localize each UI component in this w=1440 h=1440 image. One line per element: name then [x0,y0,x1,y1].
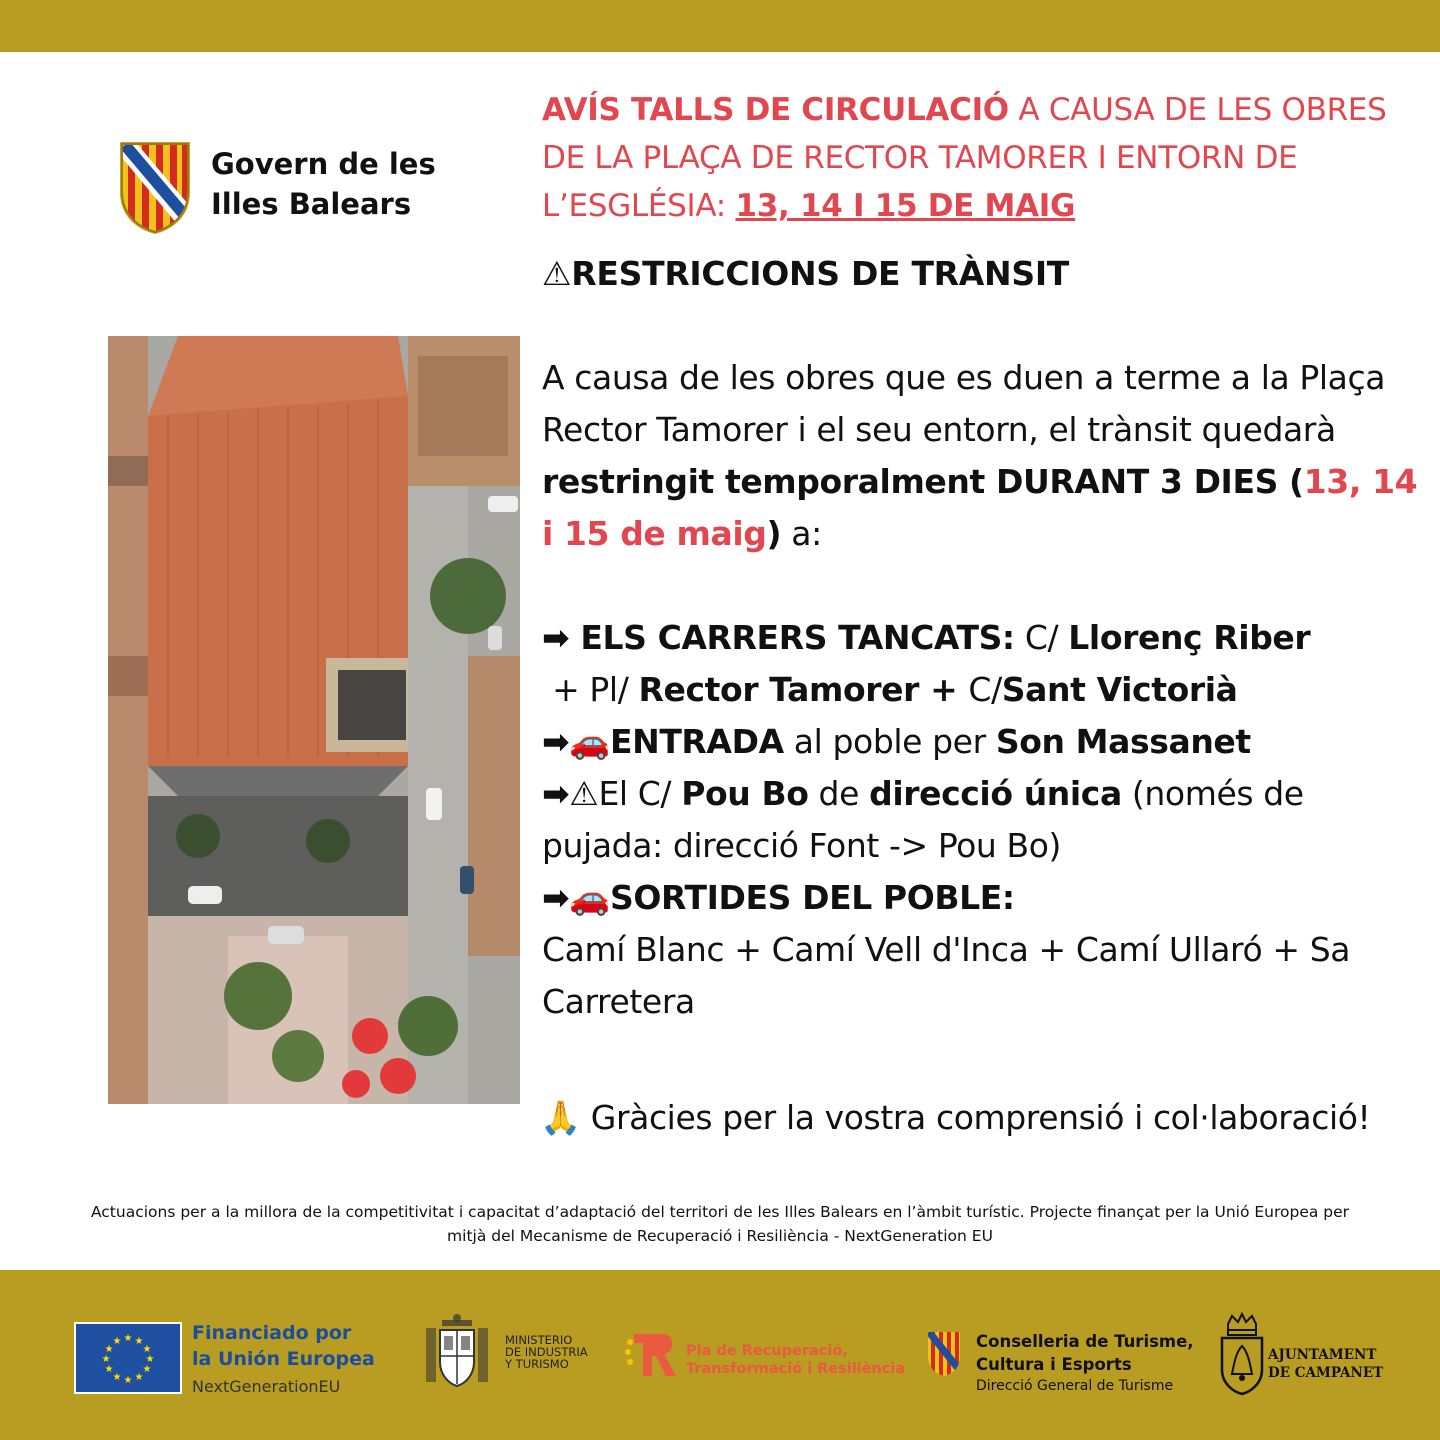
closed-s3: + Pl/ [552,670,639,709]
restrictions-title: ⚠RESTRICCIONS DE TRÀNSIT [542,254,1070,293]
svg-text:★: ★ [112,1336,122,1347]
intro-t2: restringit temporalment DURANT 3 DIES [542,462,1278,501]
eu-line2: la Unión Europea [192,1348,375,1370]
svg-text:★: ★ [134,1372,144,1383]
prtr-logo-icon [624,1330,680,1378]
oneway-s3: de [808,774,870,813]
arrow-car-icon: ➡🚗 [542,878,610,917]
notice-body [542,352,1422,1028]
prtr-text [686,1342,905,1378]
intro-dates: 13, 14 i 15 de maig [542,462,1418,553]
oneway-line [542,768,1422,872]
govern-line2: Illes Balears [211,187,412,221]
svg-text:★: ★ [145,1354,155,1365]
ajuntament-name: AJUNTAMENT DE CAMPANET [1268,1347,1384,1381]
svg-text:★: ★ [104,1344,114,1355]
headline-rest: A CAUSA DE LES OBRES DE LA PLAÇA DE RECTOR TAMORER I ENTORN DE L’ESGLÉSIA: [542,92,1387,224]
closed-s2: Llorenç Riber [1068,618,1311,657]
govern-name [211,144,436,224]
balearic-shield-icon [118,140,192,236]
svg-text:★: ★ [104,1364,114,1375]
spain-coat-of-arms-icon [420,1312,494,1388]
closed-streets-line2 [542,664,1422,716]
svg-text:★: ★ [142,1364,152,1375]
arrow-car-icon: ➡🚗 [542,722,610,761]
svg-text:★: ★ [142,1344,152,1355]
exits-label: SORTIDES DEL POBLE: [609,878,1015,917]
eu-flag-icon [74,1322,182,1394]
closed-s5: C/ [968,670,1002,709]
govern-line1: Govern de les [211,147,436,181]
closed-s4: Rector Tamorer + [638,670,969,709]
campanet-coat-of-arms-icon [1218,1312,1266,1396]
intro-t5: ) [766,514,782,553]
conselleria-sub: Direcció General de Turisme [976,1378,1174,1394]
intro-t6: a: [781,514,822,553]
intro-t1: A causa de les obres que es duen a terme a la Plaça Rector Tamorer i el seu entorn, el trànsit quedarà [542,358,1386,449]
arrow-warning-icon: ➡⚠ [542,774,599,813]
svg-text:★: ★ [101,1354,111,1365]
oneway-s1: El C/ [598,774,682,813]
oneway-s2: Pou Bo [681,774,809,813]
prtr-line1: Pla de Recuperació, [686,1343,848,1359]
closed-s6: Sant Victorià [1001,670,1238,709]
headline [542,86,1402,230]
oneway-s4: direcció única [869,774,1122,813]
aerial-photo [108,336,520,1104]
svg-text:★: ★ [123,1375,133,1386]
entry-line [542,716,1422,768]
cons-line1: Conselleria de Turisme, [976,1332,1194,1351]
entry-s2: Son Massanet [995,722,1251,761]
ministry-name: MINISTERIO DE INDUSTRIA Y TURISMO [505,1333,588,1371]
thanks-message: 🙏 Gràcies per la vostra comprensió i col·laboració! [540,1098,1371,1137]
exits-roads: Camí Blanc + Camí Vell d'Inca + Camí Ullaró + Sa Carretera [542,930,1351,1021]
oneway-s5: (només de pujada: direcció Font -> Pou Bo) [542,774,1304,865]
arrow-icon: ➡ [542,618,581,657]
closed-label: ELS CARRERS TANCATS: [580,618,1015,657]
entry-s1: al poble per [783,722,996,761]
eu-line1: Financiado por [192,1322,352,1344]
closed-streets-line [542,612,1422,664]
prtr-line2: Transformació i Resiliència [686,1361,906,1377]
eu-funding-text [192,1320,375,1372]
svg-text:★: ★ [112,1372,122,1383]
headline-bold: AVÍS TALLS DE CIRCULACIÓ [542,92,1009,128]
svg-text:★: ★ [134,1336,144,1347]
closed-s1: C/ [1014,618,1069,657]
entry-label: ENTRADA [609,722,784,761]
top-bar [0,0,1440,52]
eu-nextgen: NextGenerationEU [192,1377,341,1396]
govern-logo [118,140,436,240]
exits-line [542,872,1422,924]
cons-line2: Cultura i Esports [976,1355,1132,1374]
balearic-shield-icon [926,1330,962,1378]
conselleria-name [976,1330,1194,1376]
svg-text:★: ★ [123,1333,133,1344]
funding-footnote: Actuacions per a la millora de la competitivitat i capacitat d’adaptació del territori de les Illes Balears en l’àmbit turístic. Projecte finançat per la Unió Europea per mitjà del Mecanisme de Recuperació i Resiliència - NextGeneration EU [90,1203,1350,1245]
intro-t3: ( [1277,462,1304,501]
intro-paragraph [542,352,1422,560]
headline-dates: 13, 14 I 15 DE MAIG [735,188,1076,224]
